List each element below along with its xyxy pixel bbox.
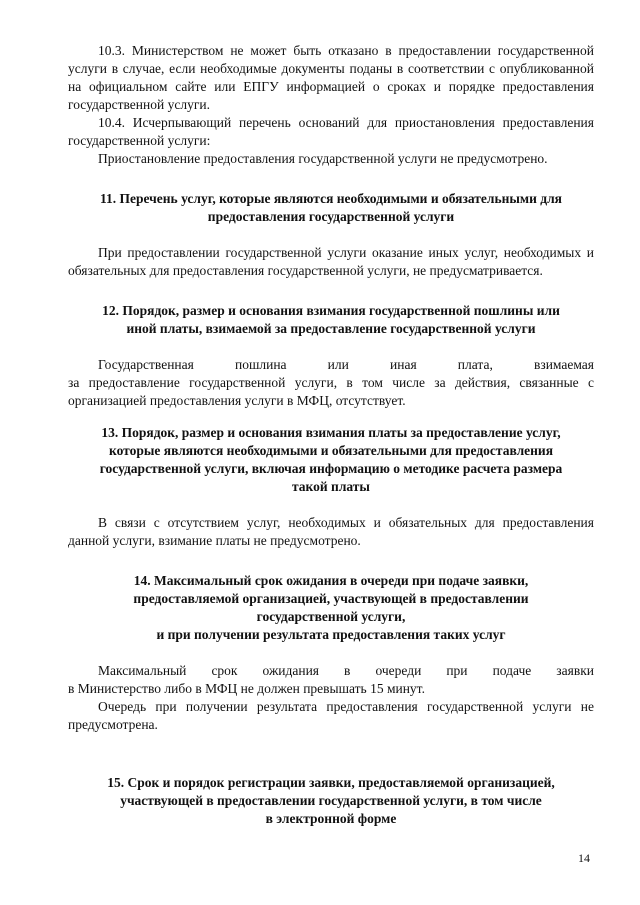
heading-section-12 — [68, 302, 594, 338]
heading-line: иной платы, взимаемой за предоставление государственной услуги — [126, 321, 536, 336]
heading-line: предоставления государственной услуги — [207, 209, 455, 224]
heading-section-15 — [68, 774, 594, 828]
heading-line: которые являются необходимыми и обязательными для предоставления — [108, 443, 554, 458]
paragraph-section-14: в Министерство либо в МФЦ не должен превышать 15 минут. — [68, 681, 425, 696]
paragraph-10-3: 10.3. Министерством не может быть отказано в предоставлении государственной услуги в случае, если необходимые документы поданы в соответствии с опубликованной на официальном сайте или ЕПГУ информацией о сроках и порядке предоставления государственной услуги. — [68, 43, 594, 112]
paragraph-section-14-queue: Очередь при получении результата предоставления государственной услуги не предусмотрена. — [68, 699, 594, 732]
heading-line: такой платы — [292, 479, 370, 494]
heading-line: 12. Порядок, размер и основания взимания государственной пошлины или — [102, 303, 560, 318]
paragraph-10-4-suspension: Приостановление предоставления государственной услуги не предусмотрено. — [98, 151, 548, 166]
heading-line: государственной услуги, — [256, 609, 406, 624]
paragraph-section-14-first-line: Максимальный срок ожидания в очереди при подаче заявки — [98, 663, 594, 678]
document-page — [68, 40, 594, 828]
heading-line: 13. Порядок, размер и основания взимания платы за предоставление услуг, — [101, 425, 561, 440]
heading-section-13 — [68, 424, 594, 496]
paragraph-10-4: 10.4. Исчерпывающий перечень оснований для приостановления предоставления государственной услуги: — [68, 115, 594, 148]
paragraph-section-11: При предоставлении государственной услуги оказание иных услуг, необходимых и обязательных для предоставления государственной услуги, не предусматривается. — [68, 245, 594, 278]
paragraph-section-13: В связи с отсутствием услуг, необходимых и обязательных для предоставления данной услуги, взимание платы не предусмотрено. — [68, 515, 594, 548]
paragraph-section-12-first-line: Государственная пошлина или иная плата, взимаемая — [98, 357, 594, 372]
heading-line: 11. Перечень услуг, которые являются необходимыми и обязательными для — [100, 191, 562, 206]
heading-line: предоставляемой организацией, участвующей в предоставлении — [133, 591, 529, 606]
heading-line: 15. Срок и порядок регистрации заявки, предоставляемой организацией, — [107, 775, 555, 790]
heading-line: и при получении результата предоставления таких услуг — [156, 627, 506, 642]
heading-line: государственной услуги, включая информацию о методике расчета размера — [99, 461, 563, 476]
page-number: 14 — [578, 851, 590, 865]
heading-line: в электронной форме — [265, 811, 397, 826]
heading-section-11 — [68, 190, 594, 226]
heading-line: 14. Максимальный срок ожидания в очереди при подаче заявки, — [133, 573, 529, 588]
heading-line: участвующей в предоставлении государственной услуги, в том числе — [120, 793, 542, 808]
paragraph-section-12: за предоставление государственной услуги, в том числе за действия, связанные с организацией предоставления услуги в МФЦ, отсутствует. — [68, 375, 594, 408]
heading-section-14 — [68, 572, 594, 644]
